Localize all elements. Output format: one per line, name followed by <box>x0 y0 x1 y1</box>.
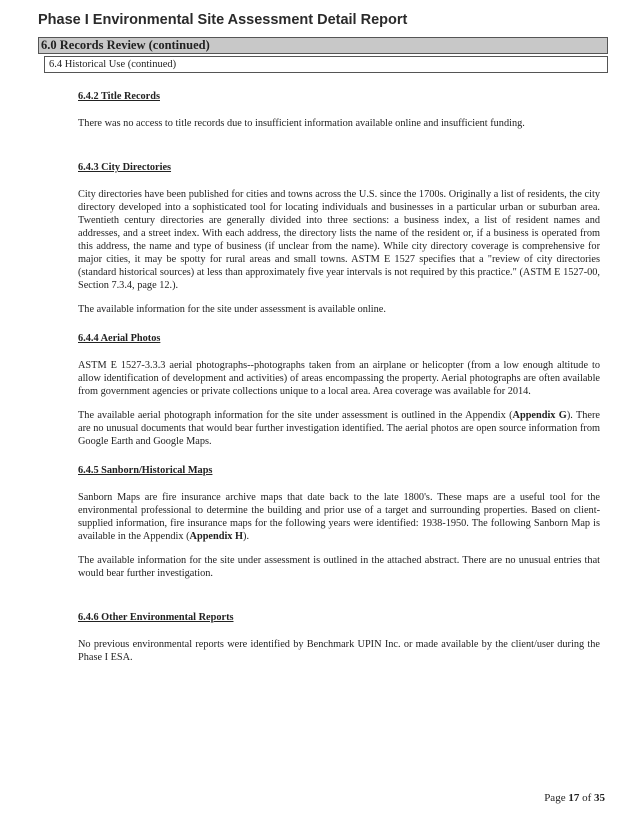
current-page: 17 <box>568 792 580 804</box>
paragraph-city-directories-2: The available information for the site under assessment is available online. <box>78 304 386 315</box>
appendix-g-reference: Appendix G <box>512 410 567 421</box>
paragraph-sanborn-1 <box>78 491 600 543</box>
subsection-title-bar: 6.4 Historical Use (continued) <box>44 56 608 73</box>
report-title: Phase I Environmental Site Assessment Detail Report <box>38 12 408 28</box>
report-body <box>78 90 600 675</box>
heading-aerial-photos: 6.4.4 Aerial Photos <box>78 333 161 344</box>
paragraph-city-directories-1: City directories have been published for cities and towns across the U.S. since the 1700s. Originally a list of residents, the city directory developed into a sophisticated tool for locating individuals and businesses in a particular urban or suburban area. Twentieth century directories are generally divided into three sections: a business index, a list of resident names and addresses, and a street index. With each address, the directory lists the name of the resident or, if a business is operated from this address, the name and type of business (if unclear from the name). While city directory coverage is comprehensive for major cities, it may be spotty for rural areas and small towns. ASTM E 1527 specifies that a "review of city directories (standard historical sources) at less than approximately five year intervals is not required by this practice." (ASTM E 1527-00, Section 7.3.4, page 12.). <box>78 189 600 291</box>
of-word: of <box>582 792 592 804</box>
paragraph-sanborn-2: The available information for the site under assessment is outlined in the attached abstract. There are no unusual entries that would bear further investigation. <box>78 555 600 579</box>
heading-title-records: 6.4.2 Title Records <box>78 91 160 102</box>
heading-other-reports: 6.4.6 Other Environmental Reports <box>78 612 234 623</box>
section-title-bar: 6.0 Records Review (continued) <box>38 37 608 54</box>
paragraph-aerial-photos-1: ASTM E 1527-3.3.3 aerial photographs--photographs taken from an airplane or helicopter (from a low enough altitude to allow identification of development and activities) of areas encompassing the property. Aerial photographs are often available from government agencies or private collections unique to a local area. Area coverage was available for 2014. <box>78 360 600 397</box>
page-word: Page <box>544 792 566 804</box>
total-pages: 35 <box>594 792 605 804</box>
sanborn-text-after: ). <box>243 531 250 542</box>
paragraph-title-records: There was no access to title records due to insufficient information available online and insufficient funding. <box>78 118 525 129</box>
aerial-text-before: The available aerial photograph information for the site under assessment is outlined in the Appendix ( <box>78 410 513 421</box>
heading-sanborn-maps: 6.4.5 Sanborn/Historical Maps <box>78 465 213 476</box>
paragraph-other-reports: No previous environmental reports were identified by Benchmark UPIN Inc. or made available by the client/user during the Phase I ESA. <box>78 639 600 663</box>
paragraph-aerial-photos-2 <box>78 409 600 448</box>
sanborn-text-before: Sanborn Maps are fire insurance archive maps that date back to the late 1800's. These maps are a useful tool for the environmental professional to determine the building and prior use of a target and surrounding properties. Based on client-supplied information, fire insurance maps for the following years were identified: 1938-1950. The following Sanborn Map is available in the Appendix ( <box>78 492 600 542</box>
aerial-text-after: ). There are no unusual documents that would bear further investigation identified. The aerial photos are open source information from Google Earth and Google Maps. <box>78 410 600 447</box>
appendix-h-reference: Appendix H <box>189 531 244 542</box>
page-number <box>544 792 605 804</box>
heading-city-directories: 6.4.3 City Directories <box>78 162 172 173</box>
